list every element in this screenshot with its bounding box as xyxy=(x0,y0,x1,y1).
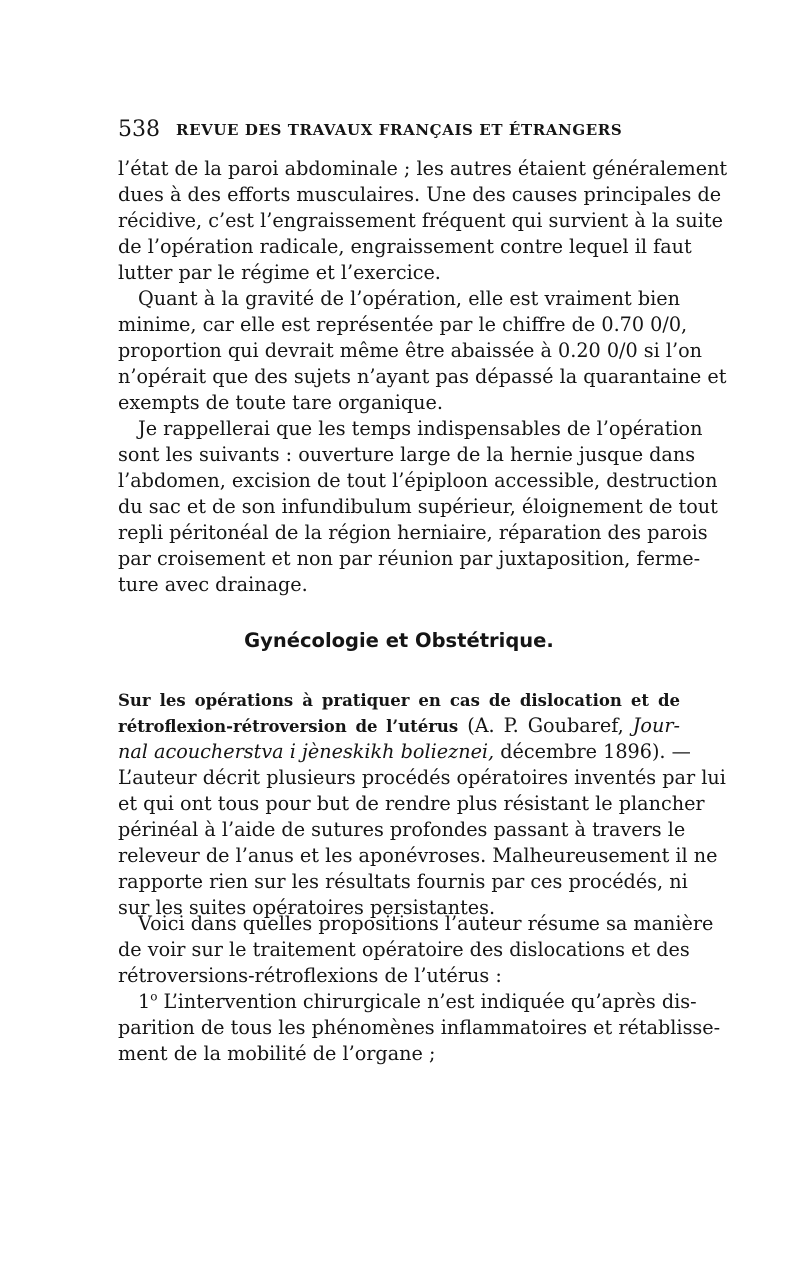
text-line: de l’opération radicale, engraissement contre lequel il faut xyxy=(118,235,692,258)
text-line: de voir sur le traitement opératoire des dislocations et des xyxy=(118,938,690,961)
text-line: releveur de l’anus et les aponévroses. Malheureusement il ne xyxy=(118,844,718,867)
citation-author: (A. P. Goubaref, xyxy=(458,714,633,737)
paragraph-proposition-1 xyxy=(118,989,721,1067)
text-line: exempts de toute tare organique. xyxy=(118,391,443,414)
text-line: rapporte rien sur les résultats fournis par ces procédés, ni xyxy=(118,870,688,893)
text-line: sur les suites opératoires persistantes. xyxy=(118,896,496,919)
text-line: du sac et de son infundibulum supérieur, éloignement de tout xyxy=(118,495,718,518)
text-line: ture avec drainage. xyxy=(118,573,308,596)
article-summary xyxy=(118,687,726,921)
list-text: L’intervention chirurgicale n’est indiquée qu’après dis- xyxy=(157,990,697,1013)
text-line: lutter par le régime et l’exercice. xyxy=(118,261,441,284)
paragraph-abdominal-wall xyxy=(118,156,728,286)
text-line: sont les suivants : ouverture large de la hernie jusque dans xyxy=(118,443,696,466)
citation-date: décembre 1896). — xyxy=(494,740,691,763)
text-line: minime, car elle est représentée par le chiffre de 0.70 0/0, xyxy=(118,313,688,336)
text-line: L’auteur décrit plusieurs procédés opératoires inventés par lui xyxy=(118,766,726,789)
paragraph-propositions xyxy=(118,911,714,989)
journal-name-part: Jour- xyxy=(632,714,680,737)
paragraph-operation-severity xyxy=(118,286,727,416)
citation-line xyxy=(118,739,691,765)
text-line: repli péritonéal de la région herniaire, réparation des parois xyxy=(118,521,708,544)
text-line: Je rappellerai que les temps indispensables de l’opération xyxy=(138,417,703,440)
article-title-part: rétroflexion-rétroversion de l’utérus xyxy=(118,717,459,736)
text-line: proportion qui devrait même être abaissée à 0.20 0/0 si l’on xyxy=(118,339,703,362)
text-line: récidive, c’est l’engraissement fréquent qui survient à la suite xyxy=(118,209,723,232)
article-title-line xyxy=(118,713,680,739)
article-title-part: Sur les opérations à pratiquer en cas de dislocation et de xyxy=(118,691,680,710)
text-line: par croisement et non par réunion par juxtaposition, ferme- xyxy=(118,547,701,570)
text-line: dues à des efforts musculaires. Une des causes principales de xyxy=(118,183,722,206)
text-line: ment de la mobilité de l’organe ; xyxy=(118,1042,436,1065)
article-title-line xyxy=(118,687,680,713)
page-number: 538 xyxy=(118,117,160,142)
page-header xyxy=(118,116,680,144)
paragraph-operation-steps xyxy=(118,416,718,598)
text-line: l’état de la paroi abdominale ; les autres étaient généralement xyxy=(118,157,728,180)
text-line: n’opérait que des sujets n’ayant pas dépassé la quarantaine et xyxy=(118,365,727,388)
text-line: parition de tous les phénomènes inflammatoires et rétablisse- xyxy=(118,1016,721,1039)
text-line xyxy=(118,989,697,1015)
text-line: périnéal à l’aide de sutures profondes passant à travers le xyxy=(118,818,686,841)
text-line: rétroversions-rétroflexions de l’utérus : xyxy=(118,964,502,987)
text-line: l’abdomen, excision de tout l’épiploon accessible, destruction xyxy=(118,469,718,492)
text-line: Quant à la gravité de l’opération, elle est vraiment bien xyxy=(138,287,680,310)
list-number: 1 xyxy=(138,990,151,1013)
section-heading: Gynécologie et Obstétrique. xyxy=(244,629,554,652)
running-title: REVUE DES TRAVAUX FRANÇAIS ET ÉTRANGERS xyxy=(176,121,623,139)
journal-name-part: nal acoucherstva i jèneskikh bolieznei, xyxy=(118,740,495,763)
text-line: et qui ont tous pour but de rendre plus résistant le plancher xyxy=(118,792,705,815)
text-line: Voici dans quelles propositions l’auteur résume sa manière xyxy=(138,912,714,935)
ordinal-superscript: o xyxy=(150,989,158,1004)
